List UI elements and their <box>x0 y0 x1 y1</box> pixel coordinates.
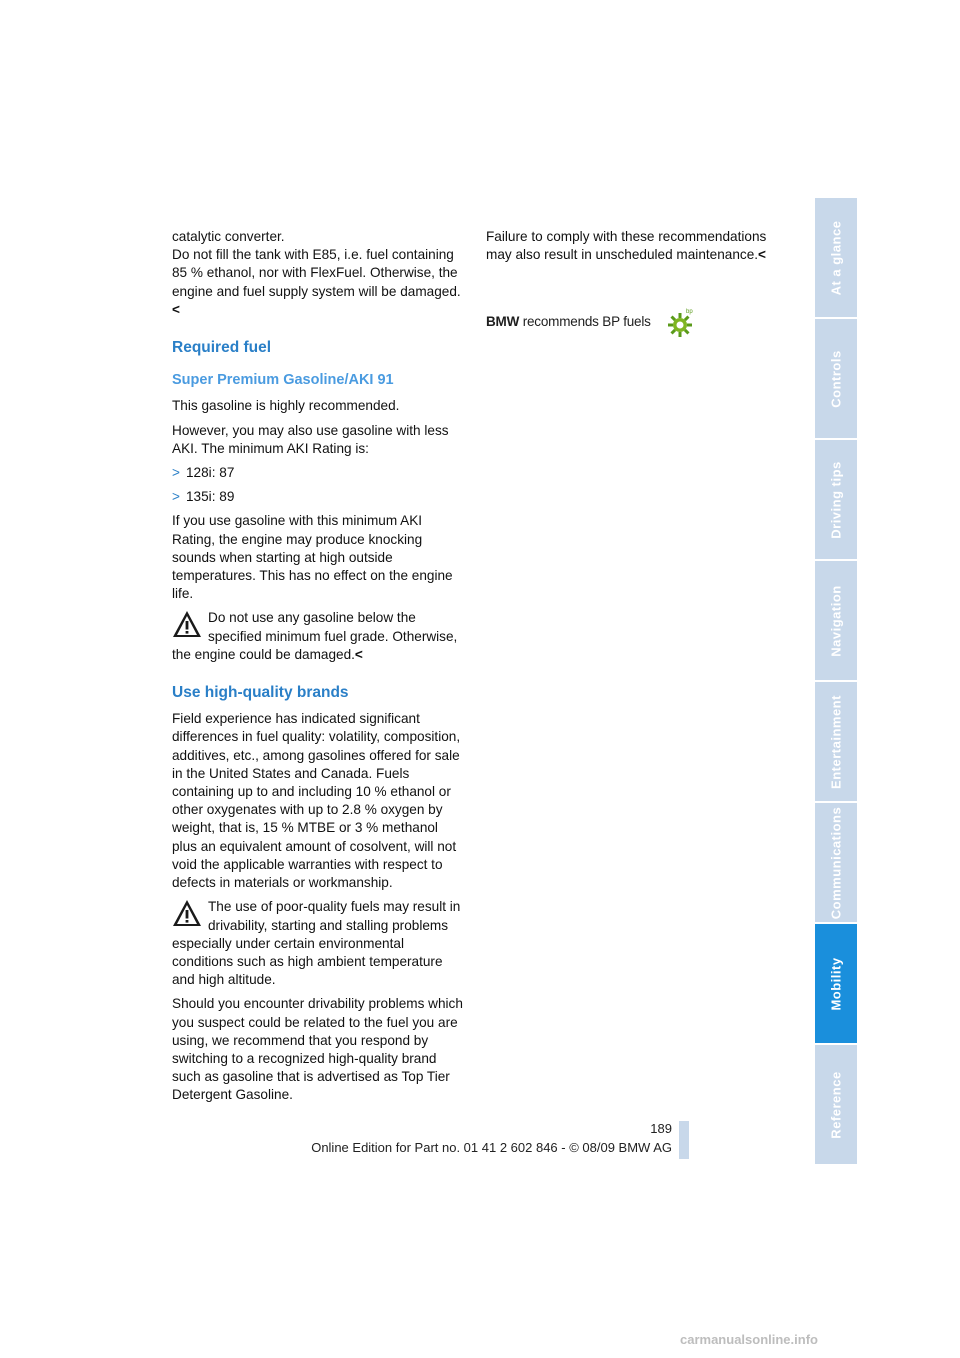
tab-entertainment[interactable]: Entertainment <box>815 682 857 801</box>
list-item <box>172 464 464 482</box>
paragraph-maintenance: Failure to comply with these recommendations may also result in unscheduled maintenance.< <box>486 229 767 263</box>
intro-line-2: Do not fill the tank with E85, i.e. fuel containing 85 % ethanol, nor with FlexFuel. Otherwise, the engine and fuel supply system will be damaged.< <box>172 247 461 317</box>
heading-high-quality-brands: Use high-quality brands <box>172 684 349 702</box>
subheading-super-premium: Super Premium Gasoline/AKI 91 <box>172 372 394 389</box>
bmw-bp-logo <box>486 308 696 338</box>
warning-block <box>172 898 464 989</box>
tab-navigation[interactable]: Navigation <box>815 561 857 680</box>
end-mark: < <box>758 247 766 263</box>
bp-helios-icon <box>666 308 694 338</box>
page-number: 189 <box>650 1121 672 1136</box>
end-mark: < <box>354 646 363 662</box>
list-item-text: 135i: 89 <box>186 489 235 505</box>
heading-required-fuel: Required fuel <box>172 339 272 357</box>
paragraph-less-aki: However, you may also use gasoline with less AKI. The minimum AKI Rating is: <box>172 422 449 456</box>
list-item-text: 128i: 87 <box>186 465 235 481</box>
bp-mark: bp <box>686 309 693 315</box>
intro-line-1: catalytic converter. <box>172 229 285 244</box>
tab-driving-tips[interactable]: Driving tips <box>815 440 857 559</box>
logo-text: BMW recommends BP fuels <box>486 314 651 329</box>
list-item <box>172 488 464 506</box>
paragraph-knocking: If you use gasoline with this minimum AKI Rating, the engine may produce knocking sounds when starting at high outside temperatures. This has no effect on the engine life. <box>172 513 453 602</box>
bullet-marker: > <box>172 465 180 481</box>
warning-icon <box>172 898 202 928</box>
tab-communications[interactable]: Communications <box>815 803 857 922</box>
bullet-marker: > <box>172 489 180 505</box>
watermark: carmanualsonline.info <box>680 1332 818 1347</box>
paragraph-field-experience: Field experience has indicated significant differences in fuel quality: volatility, composition, additives, etc., among gasolines offered for sale in the United States and Canada. Fuels containing up to and including 10 % ethanol or other oxygenates with up to 2.8 % oxygen by weight, that is, 15 % MTBE or 3 % methanol plus an equivalent amount of cosolvent, will not void the applicable warranties with respect to defects in materials or workmanship. <box>172 711 461 891</box>
chapter-sidebar <box>815 198 857 1166</box>
tab-at-a-glance[interactable]: At a glance <box>815 198 857 317</box>
right-column <box>486 228 778 270</box>
warning-block <box>172 609 464 664</box>
left-column <box>172 228 464 1111</box>
paragraph-recommended: This gasoline is highly recommended. <box>172 398 400 414</box>
footer-bar <box>679 1121 689 1159</box>
tab-mobility[interactable]: Mobility <box>815 924 857 1043</box>
warning-text: The use of poor-quality fuels may result in drivability, starting and stalling problems especially under certain environmental conditions such as high ambient temperature and high altitude. <box>172 899 461 988</box>
edition-line: Online Edition for Part no. 01 41 2 602 846 - © 08/09 BMW AG <box>311 1140 672 1155</box>
tab-controls[interactable]: Controls <box>815 319 857 438</box>
warning-text: Do not use any gasoline below the specified minimum fuel grade. Otherwise, the engine could be damaged. <box>172 610 458 662</box>
end-mark: < <box>172 301 180 317</box>
warning-icon <box>172 609 202 639</box>
tab-reference[interactable]: Reference <box>815 1045 857 1164</box>
paragraph-drivability: Should you encounter drivability problems which you suspect could be related to the fuel you are using, we recommend that you respond by switching to a recognized high-quality brand such as gasoline that is advertised as Top Tier Detergent Gasoline. <box>172 996 463 1103</box>
